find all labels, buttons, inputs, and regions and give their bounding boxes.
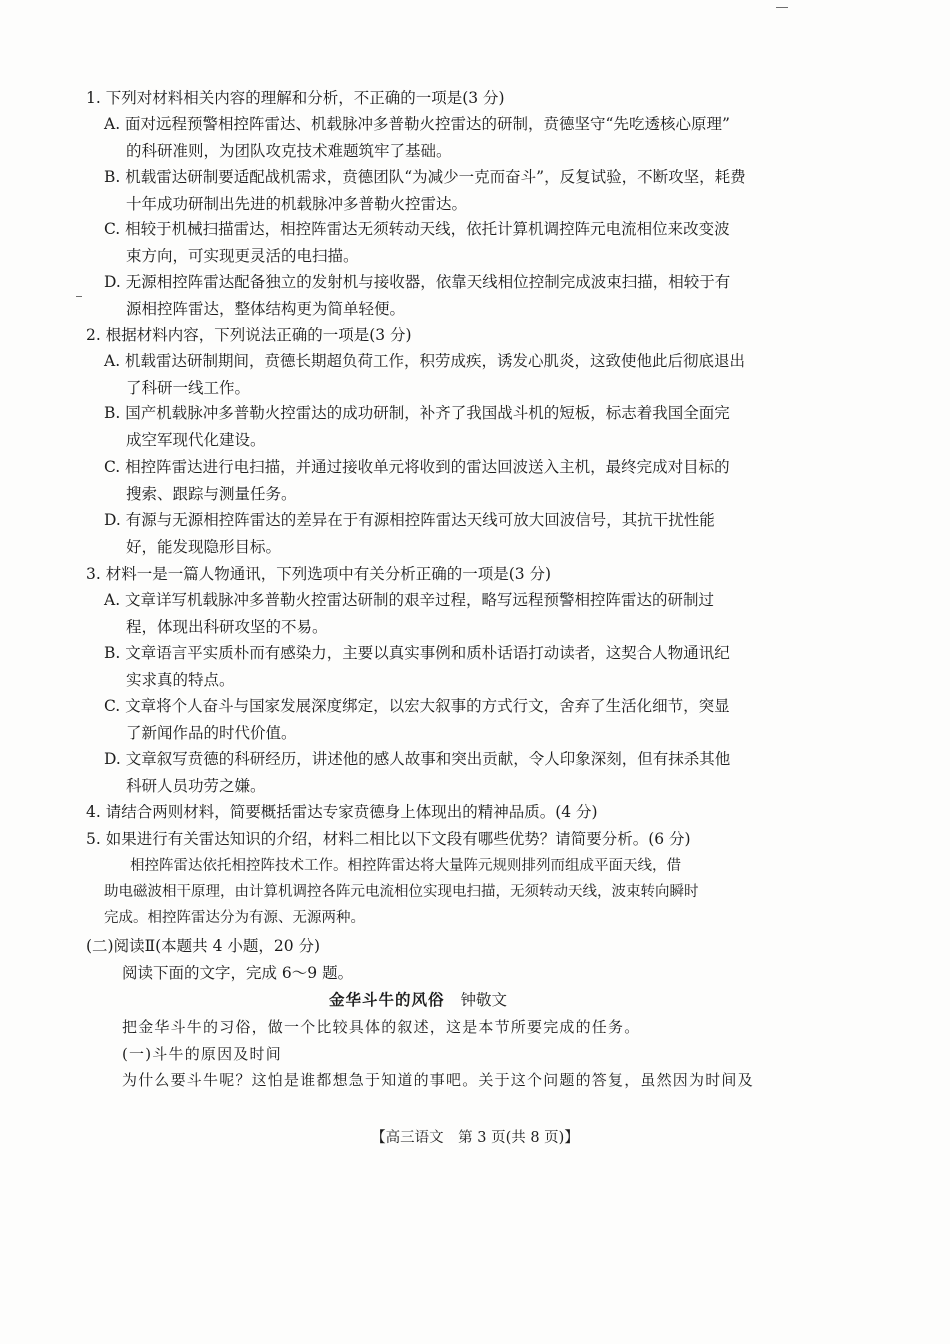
question-1-option-d: D. 无源相控阵雷达配备独立的发射机与接收器，依靠天线相位控制完成波束扫描，相较于有 源相控阵雷达，整体结构更为简单轻便。 (104, 273, 731, 318)
question-2-stem: 2. 根据材料内容，下列说法正确的一项是(3 分) (86, 326, 412, 344)
article-author: 钟敬文 (460, 991, 508, 1009)
article-title: 金华斗牛的风俗 (329, 990, 445, 1009)
question-1-option-b: B. 机载雷达研制要适配战机需求，贲德团队“为减少一克而奋斗”，反复试验，不断攻坚，耗费 十年成功研制出先进的机载脉冲多普勒火控雷达。 (104, 168, 746, 213)
page-footer: 【高三语文 第 3 页(共 8 页)】 (371, 1130, 579, 1146)
question-1-option-c: C. 相较于机械扫描雷达，相控阵雷达无须转动天线，依托计算机调控阵元电流相位来改变波 束方向，可实现更灵活的电扫描。 (104, 220, 730, 265)
article-paragraph: 为什么要斗牛呢？这怕是谁都想急于知道的事吧。关于这个问题的答复，虽然因为时间及 (122, 1071, 754, 1089)
question-1-option-a: A. 面对远程预警相控阵雷达、机载脉冲多普勒火控雷达的研制，贲德坚守“先吃透核心原理” 的科研准则，为团队攻克技术难题筑牢了基础。 (104, 115, 730, 160)
question-5: 5. 如果进行有关雷达知识的介绍，材料二相比以下文段有哪些优势？请简要分析。(6 分) (86, 830, 691, 848)
question-2-option-a: A. 机载雷达研制期间，贲德长期超负荷工作，积劳成疾，诱发心肌炎，这致使他此后彻底退出 了科研一线工作。 (104, 352, 746, 397)
question-2-option-d: D. 有源与无源相控阵雷达的差异在于有源相控阵雷达天线可放大回波信号，其抗干扰性能 好，能发现隐形目标。 (104, 511, 715, 556)
question-2-option-c: C. 相控阵雷达进行电扫描，并通过接收单元将收到的雷达回波送入主机，最终完成对目标的 搜索、跟踪与测量任务。 (104, 458, 730, 503)
article-title-line (329, 987, 507, 1013)
question-1-stem: 1. 下列对材料相关内容的理解和分析，不正确的一项是(3 分) (86, 89, 505, 107)
section-2-instruction: 阅读下面的文字，完成 6～9 题。 (122, 964, 354, 982)
question-3-option-b: B. 文章语言平实质朴而有感染力，主要以真实事例和质朴话语打动读者，这契合人物通讯纪 实求真的特点。 (104, 644, 730, 689)
question-3-option-a: A. 文章详写机载脉冲多普勒火控雷达研制的艰辛过程，略写远程预警相控阵雷达的研制过 程，体现出科研攻坚的不易。 (104, 591, 715, 636)
question-2-option-b: B. 国产机载脉冲多普勒火控雷达的成功研制，补齐了我国战斗机的短板，标志着我国全面完 成空军现代化建设。 (104, 404, 730, 449)
scan-mark (776, 7, 788, 8)
question-3-option-d: D. 文章叙写贲德的科研经历，讲述他的感人故事和突出贡献，令人印象深刻，但有抹杀其他 科研人员功劳之嫌。 (104, 750, 731, 795)
question-3-stem: 3. 材料一是一篇人物通讯，下列选项中有关分析正确的一项是(3 分) (86, 565, 552, 583)
question-3-option-c: C. 文章将个人奋斗与国家发展深度绑定，以宏大叙事的方式行文，舍弃了生活化细节，突显 了新闻作品的时代价值。 (104, 697, 730, 742)
article-paragraph: 把金华斗牛的习俗，做一个比较具体的叙述，这是本节所要完成的任务。 (122, 1018, 641, 1036)
article-subheading: (一)斗牛的原因及时间 (122, 1045, 282, 1063)
question-4: 4. 请结合两则材料，简要概括雷达专家贲德身上体现出的精神品质。(4 分) (86, 803, 598, 821)
section-2-heading: (二)阅读Ⅱ(本题共 4 小题，20 分) (86, 937, 321, 955)
question-5-passage: 相控阵雷达依托相控阵技术工作。相控阵雷达将大量阵元规则排列而组成平面天线，借 助电磁波相干原理，由计算机调控各阵元电流相位实现电扫描，无须转动天线，波束转向瞬时 完成。相控阵雷达分为有源、无源两种。 (104, 858, 699, 926)
scan-mark (76, 296, 82, 297)
